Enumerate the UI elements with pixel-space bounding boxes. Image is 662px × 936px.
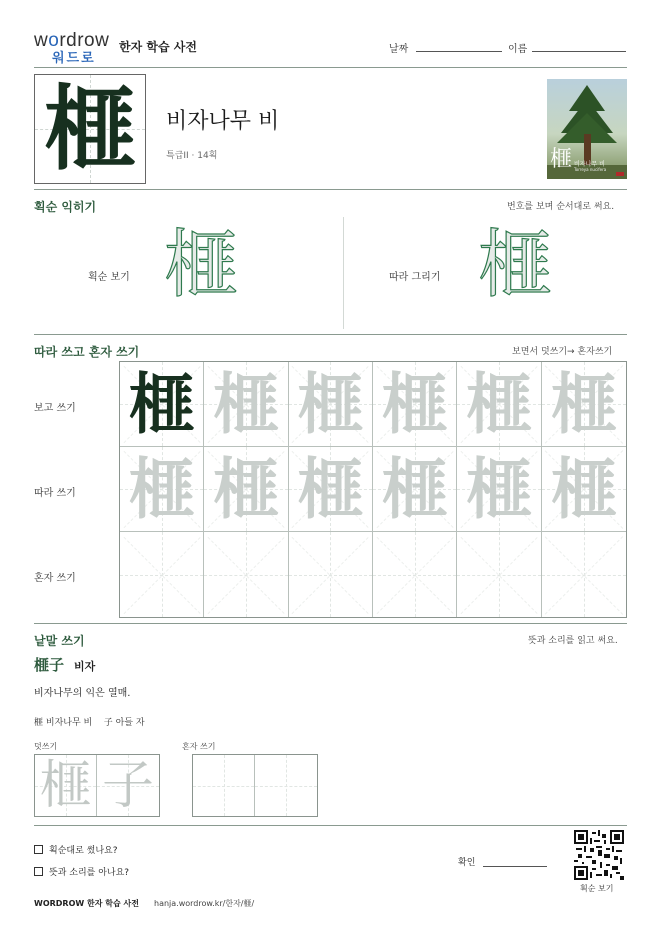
vocab-solo-grid xyxy=(192,754,318,817)
practice-cell[interactable] xyxy=(204,362,288,447)
practice-cell[interactable] xyxy=(120,447,204,532)
main-character: 榧 xyxy=(43,75,136,183)
vocab-section-title: 낱말 쓰기 xyxy=(34,634,85,648)
confirm-label: 확인 xyxy=(458,858,476,868)
practice-section-title: 따라 쓰고 혼자 쓰기 xyxy=(34,345,140,359)
trace-character: 榧 xyxy=(297,450,364,528)
practice-cell[interactable] xyxy=(120,362,204,447)
checklist-item[interactable] xyxy=(34,843,118,856)
trace-character: 榧 xyxy=(212,365,279,443)
practice-cell[interactable] xyxy=(457,447,541,532)
practice-cell-empty[interactable] xyxy=(289,532,373,617)
vocab-parts xyxy=(34,715,145,728)
vocab-solo-cell[interactable] xyxy=(193,755,255,816)
name-label: 이름 xyxy=(508,44,528,55)
practice-cell[interactable] xyxy=(289,447,373,532)
vocab-trace-cell[interactable] xyxy=(97,755,159,816)
practice-cell[interactable] xyxy=(373,362,457,447)
grade-info: 특급II · 14획 xyxy=(166,151,218,161)
header-title: 한자 학습 사전 xyxy=(119,40,197,54)
checklist-text: 획순대로 썼나요? xyxy=(49,846,118,856)
practice-cell[interactable] xyxy=(542,362,626,447)
trace-character: 榧 xyxy=(128,450,195,528)
vocab-trace-cell[interactable] xyxy=(35,755,97,816)
practice-cell[interactable] xyxy=(204,447,288,532)
part2-char: 子 xyxy=(103,718,113,728)
trace-character: 榧 xyxy=(550,365,617,443)
illustration-character: 榧 xyxy=(550,147,573,172)
part2-meaning: 아들 자 xyxy=(115,718,145,728)
trace-character: 榧 xyxy=(465,365,532,443)
vocab-word: 榧子 xyxy=(34,656,65,674)
trace-character: 榧 xyxy=(550,450,617,528)
vocab-trace-label: 덧쓰기 xyxy=(34,742,58,751)
practice-cell[interactable] xyxy=(542,447,626,532)
stroke-section-title: 획순 익히기 xyxy=(34,200,97,214)
practice-cell-empty[interactable] xyxy=(120,532,204,617)
checkbox[interactable] xyxy=(34,867,43,876)
trace-character: 榧 xyxy=(381,365,448,443)
logo-wordmark: wordrow xyxy=(34,30,110,51)
practice-cell[interactable] xyxy=(457,362,541,447)
section-divider xyxy=(34,334,627,335)
vocab-trace-character: 榧 xyxy=(39,755,92,816)
practice-section-note: 보면서 덧쓰기→ 혼자쓰기 xyxy=(512,347,613,357)
model-character: 榧 xyxy=(128,365,195,443)
practice-grid xyxy=(119,361,627,618)
section-divider xyxy=(34,623,627,624)
stroke-trace-label: 따라 그리기 xyxy=(389,272,441,283)
trace-character: 榧 xyxy=(297,365,364,443)
trace-character: 榧 xyxy=(381,450,448,528)
stroke-order-diagram: 榧 xyxy=(164,222,238,308)
vocab-section-note: 뜻과 소리를 읽고 써요. xyxy=(528,636,618,646)
row-label-solo: 혼자 쓰기 xyxy=(34,573,76,584)
practice-cell-empty[interactable] xyxy=(457,532,541,617)
section-divider xyxy=(34,825,627,826)
confirm-signature-line[interactable] xyxy=(483,866,547,867)
row-label-trace: 따라 쓰기 xyxy=(34,488,76,499)
vocab-solo-label: 혼자 쓰기 xyxy=(182,742,216,751)
practice-cell-empty[interactable] xyxy=(373,532,457,617)
footer-url[interactable]: hanja.wordrow.kr/한자/榧/ xyxy=(154,899,255,908)
vocab-reading: 비자 xyxy=(74,660,96,673)
qr-code-icon[interactable] xyxy=(574,830,624,880)
publisher-badge xyxy=(616,172,624,176)
practice-cell-empty[interactable] xyxy=(542,532,626,617)
vocab-trace-grid xyxy=(34,754,160,817)
practice-cell[interactable] xyxy=(289,362,373,447)
practice-cell-empty[interactable] xyxy=(204,532,288,617)
trace-character: 榧 xyxy=(212,450,279,528)
vocab-trace-character: 子 xyxy=(101,755,154,816)
vocab-definition: 비자나무의 익은 열매. xyxy=(34,688,131,699)
header-divider xyxy=(34,67,627,68)
stroke-section-note: 번호를 보며 순서대로 써요. xyxy=(507,202,615,212)
vocab-solo-cell[interactable] xyxy=(255,755,317,816)
section-divider xyxy=(34,189,627,190)
practice-cell[interactable] xyxy=(373,447,457,532)
illustration-subtitle: Torreya nucifera xyxy=(574,167,607,172)
logo-korean: 워드로 xyxy=(52,51,96,66)
illustration-meaning: 비자나무 비 xyxy=(574,161,605,168)
qr-label: 획순 보기 xyxy=(580,884,614,893)
main-character-box xyxy=(34,74,146,184)
date-field-line[interactable] xyxy=(416,51,502,52)
row-label-view: 보고 쓰기 xyxy=(34,403,76,414)
checkbox[interactable] xyxy=(34,845,43,854)
stroke-divider xyxy=(343,217,344,329)
character-meaning: 비자나무 비 xyxy=(166,109,280,134)
part1-meaning: 비자나무 비 xyxy=(45,718,93,728)
stroke-view-label: 획순 보기 xyxy=(88,272,130,283)
checklist-item[interactable] xyxy=(34,865,129,878)
part1-char: 榧 xyxy=(34,718,44,728)
stroke-trace-diagram[interactable]: 榧 xyxy=(478,222,552,308)
date-label: 날짜 xyxy=(389,44,409,55)
checklist-text: 뜻과 소리를 아나요? xyxy=(49,868,130,878)
trace-character: 榧 xyxy=(465,450,532,528)
name-field-line[interactable] xyxy=(532,51,626,52)
footer-brand: WORDROW 한자 학습 사전 xyxy=(34,899,139,908)
tree-illustration xyxy=(547,79,627,179)
